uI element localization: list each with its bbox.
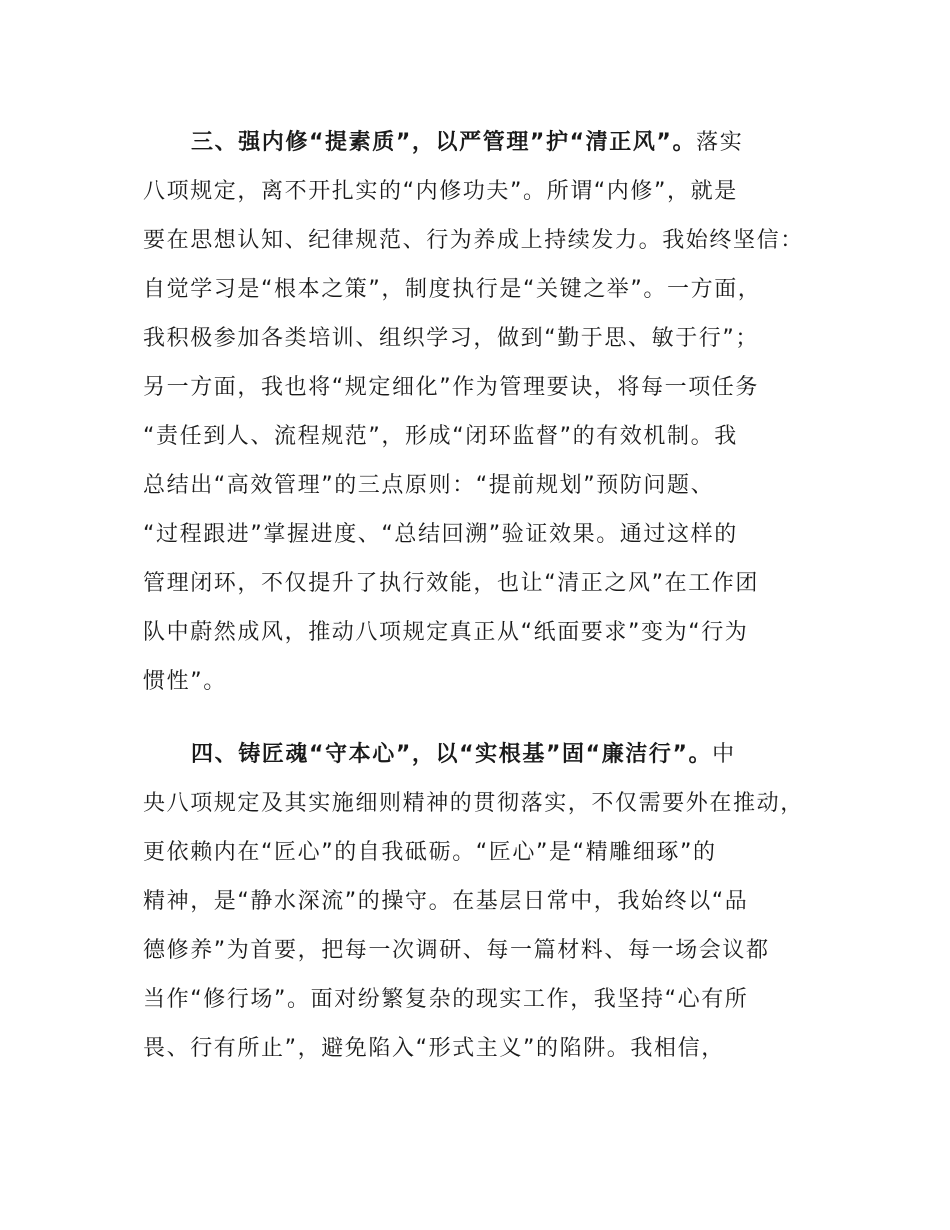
paragraph-line: 自觉学习是“根本之策”，制度执行是“关键之举”。一方面， bbox=[143, 277, 762, 302]
paragraph-line: “责任到人、流程规范”，形成“闭环监督”的有效机制。我 bbox=[143, 424, 738, 449]
paragraph-first-line bbox=[143, 118, 811, 167]
paragraph-section-four bbox=[143, 730, 811, 1073]
paragraph-line: 央八项规定及其实施细则精神的贯彻落实，不仅需要外在推动， bbox=[143, 791, 804, 816]
paragraph-text: 中 bbox=[712, 742, 736, 767]
paragraph-line: 我积极参加各类培训、组织学习，做到“勤于思、敏于行”； bbox=[143, 326, 759, 351]
paragraph-line: 队中蔚然成风，推动八项规定真正从“纸面要求”变为“行为 bbox=[143, 620, 749, 645]
paragraph-text: 落实 bbox=[696, 130, 744, 155]
paragraph-line: 当作“修行场”。面对纷繁复杂的现实工作，我坚持“心有所 bbox=[143, 987, 749, 1012]
paragraph-first-line bbox=[143, 730, 811, 779]
paragraph-line: 另一方面，我也将“规定细化”作为管理要诀，将每一项任务 bbox=[143, 375, 759, 400]
section-heading: 三、强内修“提素质”，以严管理”护“清正风”。 bbox=[191, 130, 697, 155]
paragraph-line: 要在思想认知、纪律规范、行为养成上持续发力。我始终坚信： bbox=[143, 228, 804, 253]
paragraph-line: 德修养”为首要，把每一次调研、每一篇材料、每一场会议都 bbox=[143, 938, 770, 963]
paragraph-line: 畏、行有所止”，避免陷入“形式主义”的陷阱。我相信， bbox=[143, 1036, 725, 1061]
paragraph-line: “过程跟进”掌握进度、“总结回溯”验证效果。通过这样的 bbox=[143, 522, 738, 547]
paragraph-line: 更依赖内在“匠心”的自我砥砺。“匠心”是“精雕细琢”的 bbox=[143, 840, 717, 865]
paragraph-line: 精神，是“静水深流”的操守。在基层日常中，我始终以“品 bbox=[143, 889, 749, 914]
section-heading: 四、铸匠魂“守本心”，以“实根基”固“廉洁行”。 bbox=[191, 742, 713, 767]
paragraph-section-three bbox=[143, 118, 811, 706]
paragraph-line: 八项规定，离不开扎实的“内修功夫”。所谓“内修”，就是 bbox=[143, 179, 738, 204]
paragraph-line: 总结出“高效管理”的三点原则：“提前规划”预防问题、 bbox=[143, 473, 715, 498]
paragraph-line: 惯性”。 bbox=[143, 669, 227, 694]
paragraph-line: 管理闭环，不仅提升了执行效能，也让“清正之风”在工作团 bbox=[143, 571, 759, 596]
